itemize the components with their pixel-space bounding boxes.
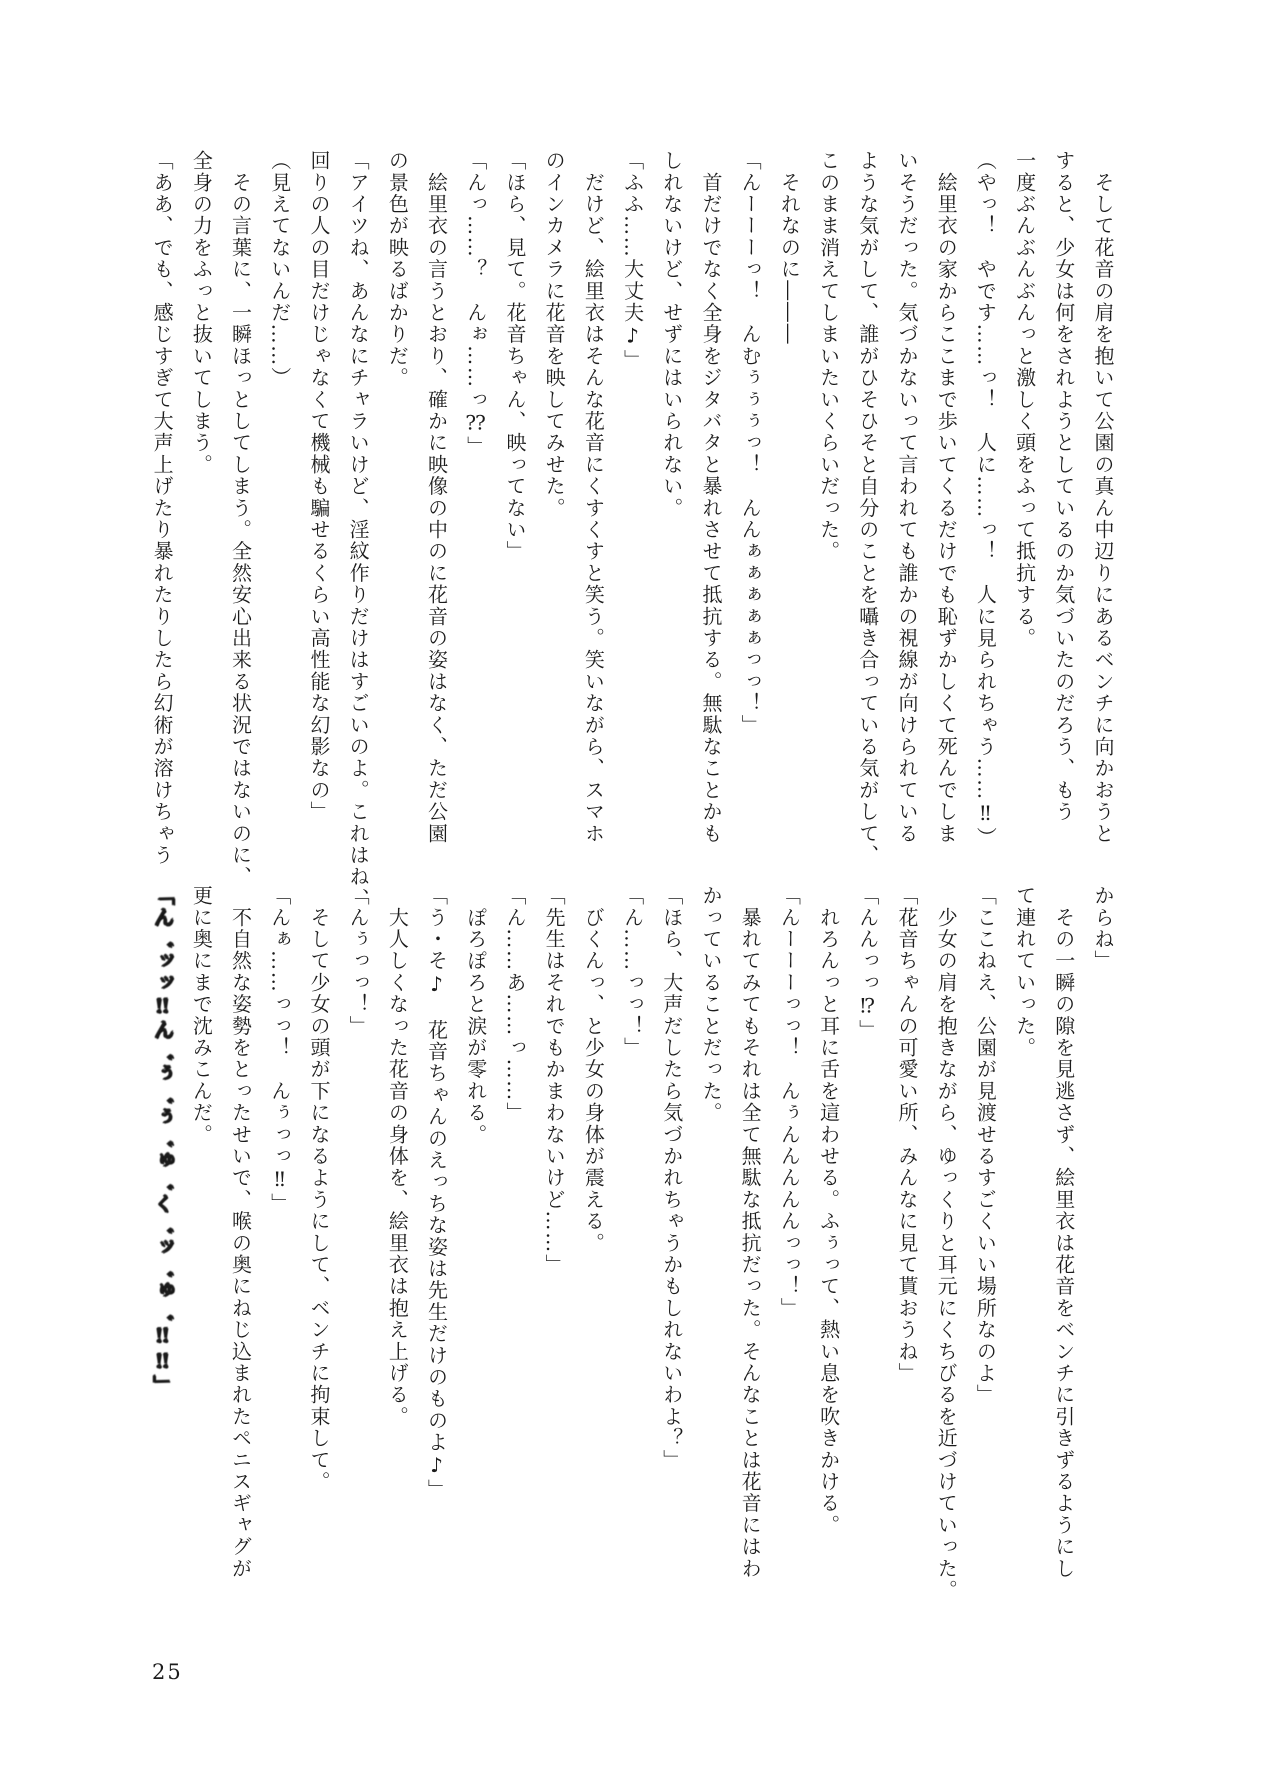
text-line: ような気がして、誰がひそひそと自分のことを囁き合っている気がして、 [855,150,880,867]
text-line: 一度ぶんぶんぶんっと激しく頭をふって抵抗する。 [1012,150,1037,650]
text-line: そして少女の頭が下になるようにして、ベンチに拘束して。 [306,885,331,1493]
text-line: 「んっ……？ んぉ……っ⁇」 [463,150,488,458]
text-line: 「んぁ……っっ！ んぅっっ‼」 [267,885,292,1215]
text-line: 更に奥にまで沈みこんだ。 [189,885,214,1146]
text-line: からね」 [1091,885,1115,972]
text-line: 絵里衣の言うとおり、確かに映像の中のに花音の姿はなく、ただ公園 [424,150,449,845]
text-line: すると、少女は何をされようとしているのか気づいたのだろう、もう [1051,150,1076,823]
text-line: のインカメラに花音を映してみせた。 [542,150,567,519]
text-line: そして花音の肩を抱いて公園の真ん中辺りにあるベンチに向かおうと [1091,150,1115,845]
text-line: 首だけでなく全身をジタバタと暴れさせて抵抗する。無駄なことかも [698,150,723,845]
text-line: その言葉に、一瞬ほっとしてしまう。全然安心出来る状況ではないのに、 [228,150,253,888]
text-line: びくんっ、と少女の身体が震える。 [581,885,606,1254]
text-line: だけど、絵里衣はそんな花音にくすくすと笑う。笑いながら、スマホ [581,150,606,845]
text-line: しれないけど、せずにはいられない。 [659,150,684,519]
text-line: の景色が映るばかりだ。 [385,150,410,389]
text-line: 回りの人の目だけじゃなくて機械も騙せるくらい高性能な幻影なの」 [306,150,331,823]
text-line: 暴れてみてもそれは全て無駄な抵抗だった。そんなことは花音にはわ [738,885,763,1580]
text-line: 全身の力をふっと抜いてしまう。 [189,150,214,476]
text-line: その一瞬の隙を見逃さず、絵里衣は花音をベンチに引きずるようにし [1051,885,1076,1580]
vertical-text-block-bottom [142,885,1122,1645]
text-line: 「先生はそれでもかまわないけど……」 [542,885,567,1276]
text-line: 「ふふ……大丈夫♪」 [620,150,645,371]
text-line: このまま消えてしまいたいくらいだった。 [816,150,841,563]
text-line: 「んんっっ⁉」 [855,885,880,1041]
text-line: れろんっと耳に舌を這わせる。ふぅって、熱い息を吹きかける。 [816,885,841,1536]
text-line: て連れていった。 [1012,885,1037,1059]
text-line: 「んーーーっ！ んむぅぅぅっ！ んんぁぁぁぁぁっっ！」 [738,150,763,736]
text-line: いそうだった。気づかないって言われても誰かの視線が向けられている [894,150,919,845]
text-line: 「う・そ♪ 花音ちゃんのえっちな姿は先生だけのものよ♪」 [424,885,449,1501]
text-line: 「ん゛ッッ‼ん゛ぅ゛ぅ゛ゅ゛く゛ッ゛ゅ゛‼‼」 [149,884,175,1397]
text-line: 「ほら、大声だしたら気づかれちゃうかもしれないわよ？」 [659,885,684,1471]
text-line: 「アイツね、あんなにチャラいけど、淫紋作りだけはすごいのよ。これはね、 [346,150,371,910]
text-line: それなのに――― [777,150,802,346]
text-line: 絵里衣の家からここまで歩いてくるだけでも恥ずかしくて死んでしま [934,150,959,845]
text-line: 「ここねえ、公園が見渡せるすごくいい場所なのよ」 [973,885,998,1406]
text-line: 少女の肩を抱きながら、ゆっくりと耳元にくちびるを近づけていった。 [934,885,959,1602]
text-line: 大人しくなった花音の身体を、絵里衣は抱え上げる。 [385,885,410,1428]
text-line: （見えてないんだ……） [267,150,292,389]
text-line: 「んぅっっ！」 [346,885,371,1037]
text-line: 「ん……あ……っ……」 [502,885,527,1124]
text-line: 「ん……っっ！」 [620,885,645,1059]
text-line: 「ほら、見て。花音ちゃん、映ってない」 [502,150,527,563]
vertical-text-block-top [142,150,1122,910]
text-line: （やっ！ やです……っ！ 人に……っ！ 人に見られちゃう……‼） [973,150,998,849]
text-line: 「ああ、でも、感じすぎて大声上げたり暴れたりしたら幻術が溶けちゃう [150,150,175,867]
text-line: 「花音ちゃんの可愛い所、みんなに見て貰おうね」 [894,885,919,1385]
page-number: 25 [152,1660,183,1684]
text-line: かっていることだった。 [698,885,723,1124]
text-line: ぽろぽろと涙が零れる。 [463,885,488,1146]
text-line: 「んーーーっっ！ んぅんんんんんっっ！」 [777,885,802,1319]
text-line: 不自然な姿勢をとったせいで、喉の奥にねじ込まれたペニスギャグが [228,885,253,1580]
